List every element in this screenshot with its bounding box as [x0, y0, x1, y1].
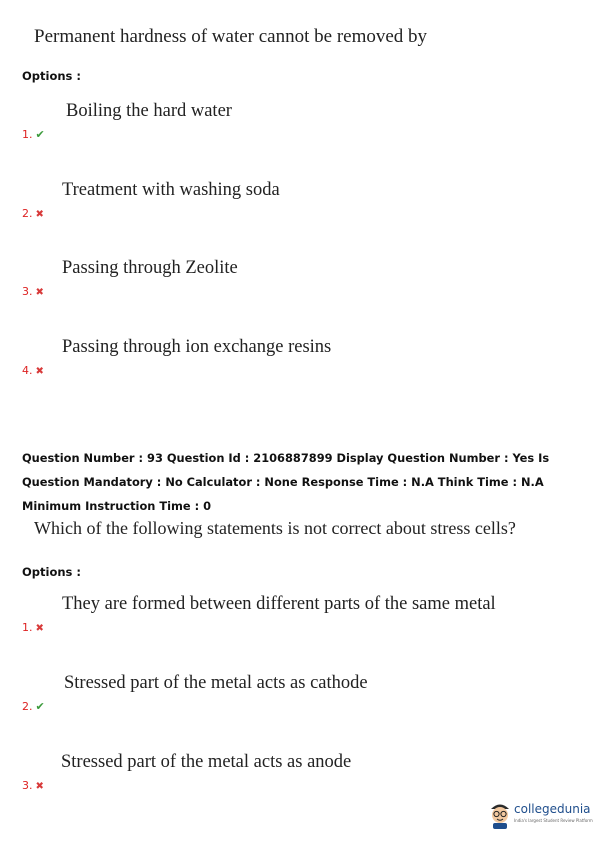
q2-option-1[interactable] — [22, 594, 582, 634]
options-heading-1: Options : — [22, 69, 81, 83]
option-text: Boiling the hard water — [66, 101, 232, 121]
check-icon: ✔ — [35, 700, 45, 713]
option-number: 4. ✖ — [22, 364, 44, 377]
option-text: Stressed part of the metal acts as anode — [61, 752, 352, 772]
mascot-icon — [488, 800, 512, 830]
q1-option-3[interactable] — [22, 258, 582, 298]
logo-wordmark: collegedunia — [514, 802, 591, 816]
cross-icon: ✖ — [35, 781, 44, 792]
question-2-text: Which of the following statements is not correct about stress cells? — [34, 518, 516, 538]
option-text: They are formed between different parts of the same metal — [62, 594, 496, 614]
logo-tagline: India's largest Student Review Platform — [514, 818, 593, 823]
q1-option-1[interactable] — [22, 101, 582, 141]
option-number: 3. ✖ — [22, 779, 44, 792]
cross-icon: ✖ — [35, 366, 44, 377]
q2-option-2[interactable] — [22, 673, 582, 713]
check-icon: ✔ — [35, 128, 45, 141]
question-meta: Question Number : 93 Question Id : 2106887899 Display Question Number : Yes Is Question Mandatory : No Calculator : None Response Time : N.A Think Time : N.A Minimum Instruction Time : 0 — [22, 451, 550, 513]
option-number: 1. ✔ — [22, 128, 45, 141]
option-number: 2. ✔ — [22, 700, 45, 713]
cross-icon: ✖ — [35, 623, 44, 634]
option-text: Passing through ion exchange resins — [62, 337, 332, 357]
options-heading-2: Options : — [22, 565, 81, 579]
collegedunia-logo[interactable] — [488, 798, 593, 834]
option-text: Passing through Zeolite — [62, 258, 238, 278]
option-number: 3. ✖ — [22, 285, 44, 298]
option-text: Treatment with washing soda — [62, 180, 280, 200]
option-text: Stressed part of the metal acts as cathode — [64, 673, 368, 693]
cross-icon: ✖ — [35, 287, 44, 298]
q1-option-4[interactable] — [22, 337, 582, 377]
q2-option-3[interactable] — [22, 752, 582, 792]
question-1-text: Permanent hardness of water cannot be removed by — [34, 26, 428, 47]
option-number: 2. ✖ — [22, 207, 44, 220]
q1-option-2[interactable] — [22, 180, 582, 220]
option-number: 1. ✖ — [22, 621, 44, 634]
cross-icon: ✖ — [35, 209, 44, 220]
